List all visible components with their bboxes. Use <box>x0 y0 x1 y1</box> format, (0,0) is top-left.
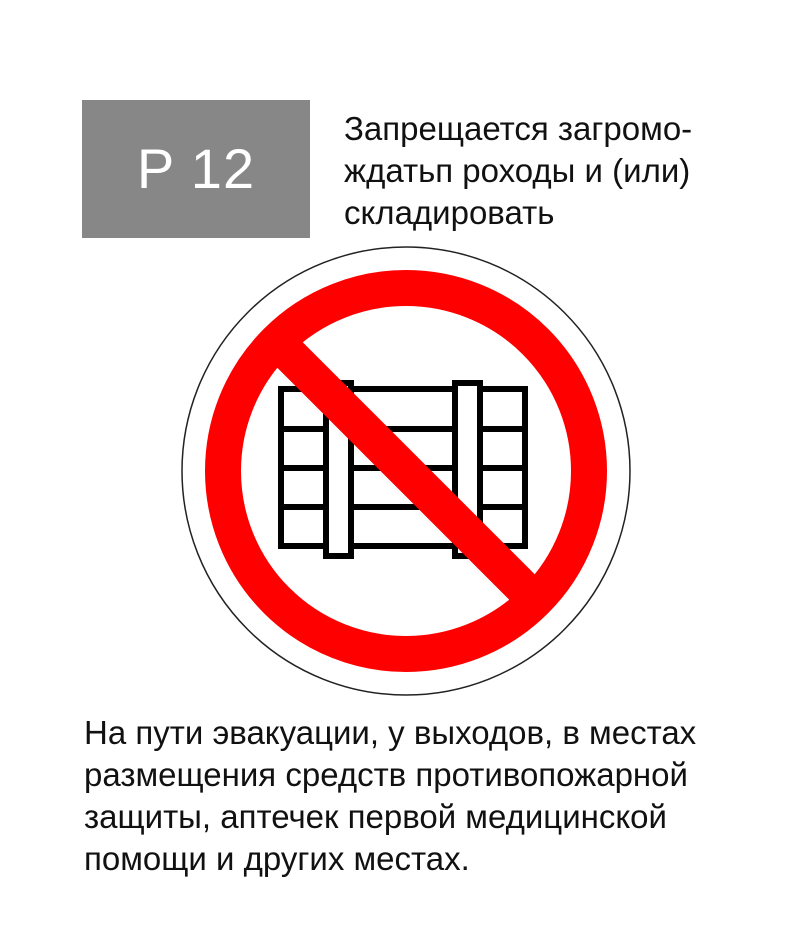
sign-description <box>84 712 784 880</box>
sign-title-line: Запрещается загромо- <box>344 110 693 147</box>
sign-description-line: На пути эвакуации, у выходов, в местах <box>84 714 697 751</box>
sign-code: P 12 <box>136 137 256 200</box>
sign-title-line: ждатьп роходы и (или) <box>344 152 691 189</box>
sign-description-line: защиты, аптечек первой медицинской <box>84 798 667 835</box>
sign-title <box>344 108 784 234</box>
sign-code-box <box>82 100 310 238</box>
sign-description-line: помощи и других местах. <box>84 840 470 877</box>
prohibition-crate-icon <box>181 246 631 696</box>
sign-description-line: размещения средств противопожарной <box>84 756 688 793</box>
sign-title-line: складировать <box>344 194 555 231</box>
